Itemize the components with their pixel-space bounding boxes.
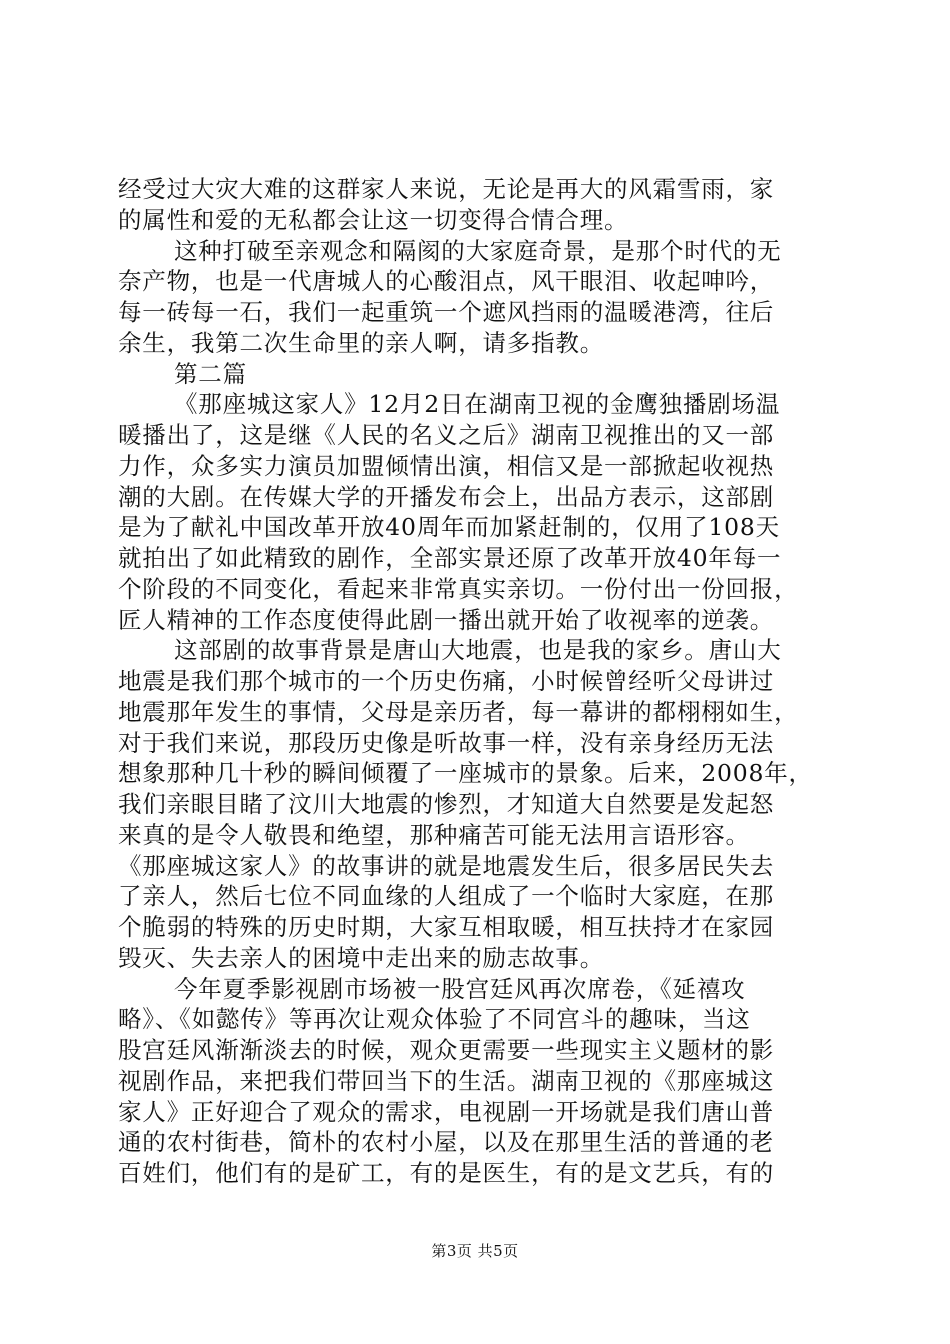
text-line: 《那座城这家人》12月2日在湖南卫视的金鹰独播剧场温 (174, 390, 781, 419)
text-line: 来真的是令人敬畏和绝望，那种痛苦可能无法用言语形容。 (118, 820, 750, 849)
text-line: 第二篇 (174, 359, 247, 388)
text-line: 暖播出了，这是继《人民的名义之后》湖南卫视推出的又一部 (118, 421, 775, 449)
page-footer: 第3页 共5页 (431, 1242, 519, 1260)
text-line: 力作，众多实力演员加盟倾情出演，相信又是一部掀起收视热 (118, 451, 775, 480)
text-line: 通的农村街巷，简朴的农村小屋，以及在那里生活的普通的老 (118, 1128, 775, 1157)
text-line: 我们亲眼目睹了汶川大地震的惨烈，才知道大自然要是发起怒 (118, 790, 775, 818)
text-line: 地震是我们那个城市的一个历史伤痛，小时候曾经听父母讲过 (118, 667, 775, 695)
text-line: 奈产物，也是一代唐城人的心酸泪点，风干眼泪、收起呻吟， (118, 267, 775, 296)
text-line: 毁灭、失去亲人的困境中走出来的励志故事。 (118, 943, 604, 972)
text-line: 视剧作品，来把我们带回当下的生活。湖南卫视的《那座城这 (118, 1066, 775, 1095)
text-line: 这种打破至亲观念和隔阂的大家庭奇景，是那个时代的无 (174, 236, 782, 265)
text-line: 略》、《如懿传》等再次让观众体验了不同宫斗的趣味，当这 (118, 1005, 751, 1034)
text-line: 《那座城这家人》的故事讲的就是地震发生后，很多居民失去 (118, 851, 775, 880)
text-line: 对于我们来说，那段历史像是听故事一样，没有亲身经历无法 (118, 728, 775, 757)
text-line: 的属性和爱的无私都会让这一切变得合情合理。 (118, 205, 629, 234)
text-line: 就拍出了如此精致的剧作，全部实景还原了改革开放40年每一 (118, 544, 782, 572)
text-line: 每一砖每一石，我们一起重筑一个遮风挡雨的温暖港湾，往后 (118, 298, 775, 326)
text-line: 个阶段的不同变化，看起来非常真实亲切。一份付出一份回报， (118, 574, 799, 603)
text-line: 个脆弱的特殊的历史时期，大家互相取暖，相互扶持才在家园 (118, 913, 775, 941)
text-line: 今年夏季影视剧市场被一股宫廷风再次席卷，《延禧攻 (174, 974, 746, 1003)
text-line: 余生，我第二次生命里的亲人啊，请多指教。 (118, 328, 604, 357)
text-line: 家人》正好迎合了观众的需求，电视剧一开场就是我们唐山普 (118, 1097, 775, 1126)
text-line: 百姓们，他们有的是矿工，有的是医生，有的是文艺兵，有的 (118, 1159, 775, 1187)
text-line: 了亲人，然后七位不同血缘的人组成了一个临时大家庭，在那 (118, 882, 775, 911)
text-line: 想象那种几十秒的瞬间倾覆了一座城市的景象。后来，2008年， (118, 759, 813, 788)
text-line: 这部剧的故事背景是唐山大地震，也是我的家乡。唐山大 (174, 636, 782, 665)
text-line: 是为了献礼中国改革开放40周年而加紧赶制的，仅用了108天 (118, 513, 780, 542)
text-line: 地震那年发生的事情，父母是亲历者，每一幕讲的都栩栩如生， (118, 697, 799, 726)
text-line: 经受过大灾大难的这群家人来说，无论是再大的风霜雪雨，家 (118, 175, 775, 203)
text-line: 潮的大剧。在传媒大学的开播发布会上，出品方表示，这部剧 (118, 482, 775, 511)
text-line: 股宫廷风渐渐淡去的时候，观众更需要一些现实主义题材的影 (118, 1036, 775, 1064)
document-body (118, 174, 838, 1189)
text-line: 匠人精神的工作态度使得此剧一播出就开始了收视率的逆袭。 (118, 605, 775, 634)
